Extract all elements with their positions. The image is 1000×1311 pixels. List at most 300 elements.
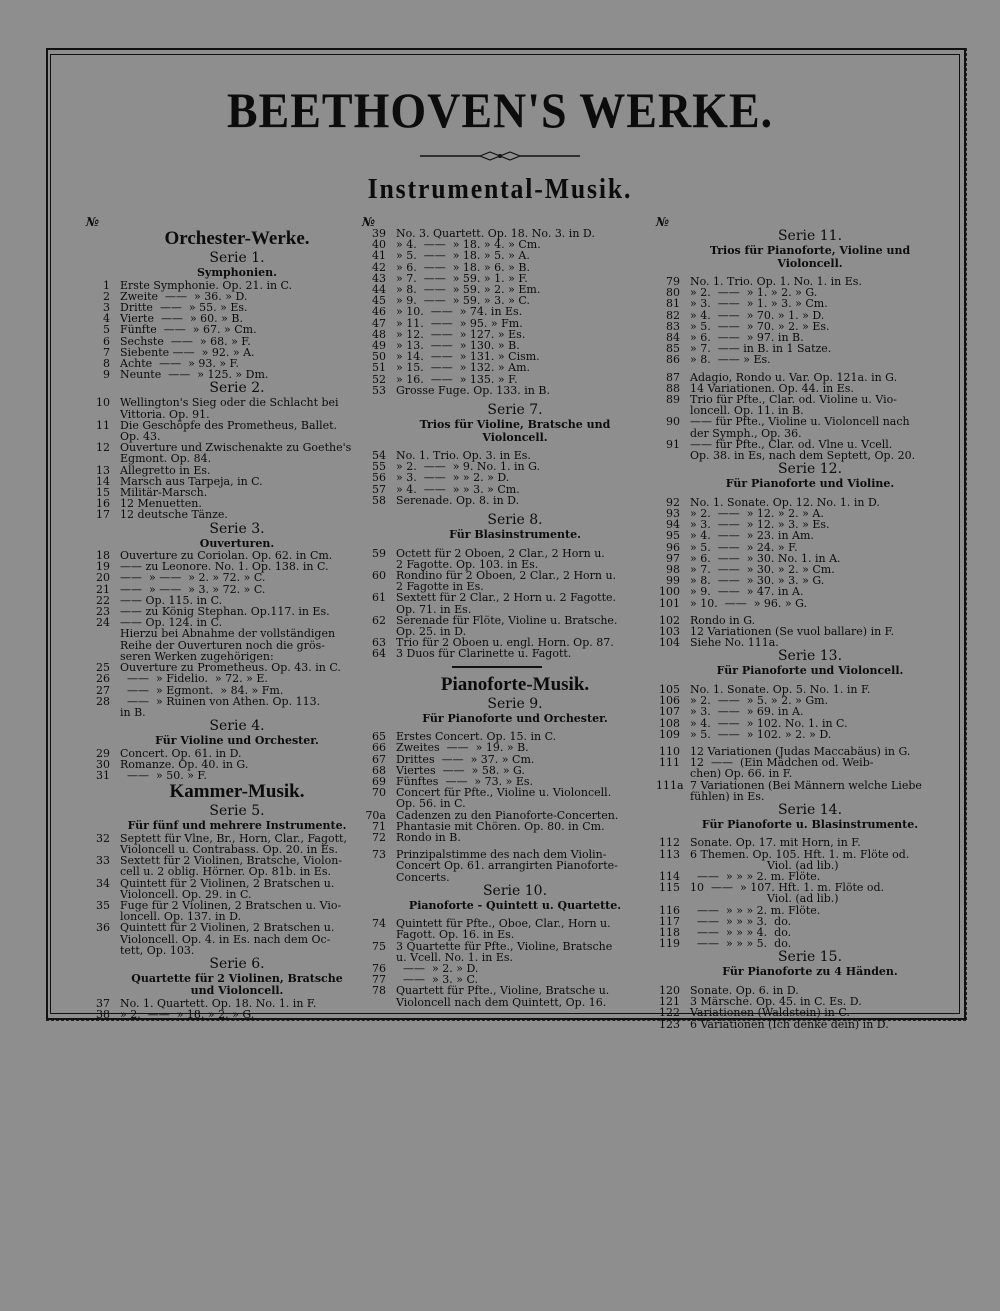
entry-text: » 6. —— » 30. No. 1. in A. — [690, 551, 841, 565]
group-heading: Orchester-Werke. — [164, 228, 310, 249]
catalog-entry — [362, 250, 638, 261]
catalog-entry — [362, 941, 638, 963]
catalog-entry — [86, 673, 358, 684]
serie-heading: Serie 5. — [209, 803, 265, 820]
entry-number: 59 — [372, 546, 386, 560]
entry-text: » 4. —— » 18. » 4. » Cm. — [396, 238, 541, 252]
group-heading: Pianoforte-Musik. — [440, 673, 590, 695]
catalog-entry — [362, 918, 638, 940]
catalog-entry — [362, 495, 638, 506]
entry-number: 99 — [666, 574, 680, 588]
entry-number: 49 — [372, 339, 386, 353]
catalog-entry — [86, 324, 358, 335]
entry-text: » 4. —— » 102. No. 1. in C. — [690, 716, 848, 730]
entry-number: 4 — [103, 312, 110, 326]
entry-text: Siehe No. 111a. — [690, 636, 779, 650]
column-3 — [656, 216, 934, 1030]
catalog-entry — [362, 592, 638, 614]
entry-text: Allegretto in Es. — [120, 463, 211, 477]
catalog-entry — [362, 742, 638, 753]
catalog-entry — [86, 369, 358, 380]
catalog-entry — [656, 757, 934, 779]
entry-text: » 13. —— » 130. » B. — [396, 339, 520, 353]
entry-number: 75 — [372, 939, 386, 953]
catalog-entry — [656, 780, 934, 802]
entry-number: 101 — [659, 596, 680, 610]
entry-number: 26 — [96, 672, 110, 686]
entry-text: » 4. —— » » 3. » Cm. — [396, 482, 520, 496]
entry-text: Trio für 2 Oboen u. engl. Horn. Op. 87. — [396, 636, 614, 650]
entry-text: Quartett für Pfte., Violine, Bratsche u. Violoncell nach dem Quintett, Op. 16. — [396, 984, 610, 1009]
entry-text: —— » 3. » C. — [396, 973, 478, 987]
entry-number: 55 — [372, 460, 386, 474]
serie-heading: Serie 2. — [209, 380, 265, 397]
entry-text: 6 Themen. Op. 105. Hft. 1. m. Flöte od. Viol. (ad lib.) — [690, 847, 910, 872]
entry-number: 35 — [96, 898, 110, 912]
entry-number: 31 — [96, 769, 110, 783]
entry-number: 12 — [96, 441, 110, 455]
entry-text: 7 Variationen (Bei Männern welche Liebe fühlen) in Es. — [690, 778, 922, 803]
entry-number: 39 — [372, 227, 386, 240]
catalog-entry — [362, 832, 638, 843]
entry-text: —— » 2. » D. — [396, 962, 479, 976]
entry-text: Ouverture zu Prometheus. Op. 43. in C. — [120, 661, 341, 675]
entry-number: 72 — [372, 830, 386, 844]
entry-number: 62 — [372, 613, 386, 627]
entry-number: 6 — [103, 334, 110, 348]
entry-number: 105 — [659, 682, 680, 696]
entry-number: 77 — [372, 973, 386, 987]
entry-text: » 7. —— » 59. » 1. » F. — [396, 271, 528, 285]
entry-text: » 5. —— » 70. » 2. » Es. — [690, 319, 830, 333]
entry-text: » 4. —— » 70. » 1. » D. — [690, 308, 825, 322]
section-divider — [452, 666, 542, 668]
serie-heading: Serie 8. — [487, 512, 543, 529]
entry-number: 106 — [659, 694, 680, 708]
entry-number: 118 — [659, 926, 680, 940]
entry-text: » 2. —— » 5. » 2. » Gm. — [690, 694, 829, 708]
entry-text: No. 1. Quartett. Op. 18. No. 1. in F. — [120, 996, 317, 1010]
catalog-entry — [86, 420, 358, 442]
entry-number: 63 — [372, 636, 386, 650]
entry-text: Sonate. Op. 17. mit Horn, in F. — [690, 836, 861, 850]
entry-number: 94 — [666, 518, 680, 532]
entry-number: 107 — [659, 705, 680, 719]
serie-subtitle: Für Pianoforte zu 4 Händen. — [722, 965, 898, 979]
entry-number: 54 — [372, 449, 386, 463]
serie-subtitle: Für Pianoforte und Orchester. — [422, 711, 608, 725]
entry-text: Fünftes —— » 73. » Es. — [396, 774, 534, 788]
entry-number: 56 — [372, 471, 386, 485]
entry-number: 23 — [96, 605, 110, 619]
number-header: № — [362, 215, 376, 229]
entry-number: 16 — [96, 497, 110, 511]
entry-text: » 10. —— » 74. in Es. — [396, 305, 523, 319]
entry-text: » 6. —— » 18. » 6. » B. — [396, 260, 530, 274]
catalog-entry — [86, 617, 358, 662]
entry-text: Quintett für 2 Violinen, 2 Bratschen u. Violoncell. Op. 29. in C. — [120, 876, 335, 901]
entry-number: 109 — [659, 727, 680, 741]
entry-text: » 2. —— » 9. No. 1. in G. — [396, 460, 540, 474]
entry-number: 116 — [659, 903, 680, 917]
entry-text: Octett für 2 Oboen, 2 Clar., 2 Horn u. 2 Fagotte. Op. 103. in Es. — [396, 546, 605, 571]
entry-number: 32 — [96, 831, 110, 845]
entry-number: 74 — [372, 917, 386, 931]
entry-number: 5 — [103, 323, 110, 337]
entry-text: Cadenzen zu den Pianoforte-Concerten. — [396, 808, 619, 822]
catalog-entry — [656, 586, 934, 597]
entry-number: 123 — [659, 1017, 680, 1031]
entry-text: » 4. —— » 23. in Am. — [690, 529, 814, 543]
entry-text: Fünfte —— » 67. » Cm. — [120, 323, 257, 337]
catalog-entry — [656, 298, 934, 309]
catalog-entry — [362, 306, 638, 317]
entry-number: 25 — [96, 661, 110, 675]
entry-text: » 8. —— » 30. » 3. » G. — [690, 574, 825, 588]
entry-text: » 2. —— » 12. » 2. » A. — [690, 506, 824, 520]
entry-text: 14 Variationen. Op. 44. in Es. — [690, 381, 854, 395]
catalog-entry — [86, 696, 358, 718]
entry-number: 51 — [372, 361, 386, 375]
entry-number: 64 — [372, 647, 386, 661]
catalog-entry — [86, 922, 358, 956]
entry-text: Rondino für 2 Oboen, 2 Clar., 2 Horn u. 2 Fagotte in Es. — [396, 568, 617, 594]
catalog-entry — [656, 938, 934, 949]
catalog-entry — [656, 439, 934, 461]
entry-text: —— zu Leonore. No. 1. Op. 138. in C. — [120, 560, 329, 574]
entry-text: Phantasie mit Chören. Op. 80. in Cm. — [396, 819, 605, 833]
entry-text: Fuge für 2 Violinen, 2 Bratschen u. Vio- loncell. Op. 137. in D. — [120, 898, 342, 924]
entry-text: 3 Quartette für Pfte., Violine, Bratsche u. Vcell. No. 1. in Es. — [396, 939, 613, 964]
serie-subtitle: Für fünf und mehrere Instrumente. — [127, 819, 347, 833]
catalog-entry — [362, 985, 638, 1007]
catalog-entry — [362, 472, 638, 483]
catalog-entry — [86, 1009, 358, 1020]
entry-text: » 8. —— » Es. — [690, 353, 771, 367]
catalog-entry — [362, 849, 638, 883]
entry-number: 70 — [372, 786, 386, 800]
entry-number: 41 — [372, 249, 386, 263]
entry-number: 42 — [372, 260, 386, 274]
column-1 — [86, 216, 358, 1020]
entry-number: 84 — [666, 331, 680, 345]
entry-number: 47 — [372, 316, 386, 330]
entry-text: » 9. —— » 59. » 3. » C. — [396, 294, 530, 308]
entry-text: Concert. Op. 61. in D. — [120, 746, 242, 760]
serie-heading: Serie 13. — [777, 648, 843, 665]
entry-number: 14 — [96, 474, 110, 488]
entry-text: No. 1. Sonate. Op. 12. No. 1. in D. — [690, 495, 880, 509]
entry-text: Quintett für Pfte., Oboe, Clar., Horn u. Fagott. Op. 16. in Es. — [396, 917, 611, 942]
entry-text: 3 Duos für Clarinette u. Fagott. — [396, 647, 572, 661]
entry-text: —— Op. 115. in C. — [120, 593, 223, 607]
entry-text: —— » » » 2. m. Flöte. — [690, 903, 821, 917]
entry-text: Achte —— » 93. » F. — [120, 356, 239, 370]
entry-text: 12 Variationen (Judas Maccabäus) in G. — [690, 744, 911, 758]
entry-number: 115 — [659, 881, 680, 895]
entry-text: Erste Symphonie. Op. 21. in C. — [120, 278, 293, 292]
entry-number: 69 — [372, 774, 386, 788]
entry-text: » 5. —— » 18. » 5. » A. — [396, 249, 530, 263]
catalog-entry — [86, 833, 358, 855]
catalog-entry — [362, 548, 638, 570]
entry-text: » 10. —— » 96. » G. — [690, 596, 808, 610]
entry-number: 100 — [659, 585, 680, 599]
entry-text: Wellington's Sieg oder die Schlacht bei Vittoria. Op. 91. — [120, 396, 339, 421]
entry-text: » 14. —— » 131. » Cism. — [396, 350, 540, 364]
entry-text: » 3. —— » 69. in A. — [690, 705, 804, 719]
entry-number: 58 — [372, 493, 386, 507]
entry-number: 19 — [96, 560, 110, 574]
entry-number: 36 — [96, 921, 110, 935]
entry-text: Siebente —— » 92. » A. — [120, 345, 255, 359]
serie-subtitle: Symphonien. — [196, 266, 277, 279]
entry-text: Serenade. Op. 8. in D. — [396, 493, 520, 507]
entry-number: 53 — [372, 383, 386, 397]
entry-text: Viertes —— » 58. » G. — [396, 763, 525, 777]
entry-number: 37 — [96, 996, 110, 1010]
entry-number: 104 — [659, 636, 680, 650]
catalog-entry — [362, 362, 638, 373]
serie-heading: Serie 10. — [482, 882, 548, 899]
entry-number: 2 — [103, 289, 110, 303]
entry-number: 78 — [372, 984, 386, 998]
entry-number: 119 — [659, 937, 680, 951]
entry-number: 34 — [96, 876, 110, 890]
entry-text: » 7. —— in B. in 1 Satze. — [690, 342, 832, 356]
entry-number: 96 — [666, 540, 680, 554]
entry-number: 43 — [372, 271, 386, 285]
entry-number: 95 — [666, 529, 680, 543]
entry-text: » 5. —— » 24. » F. — [690, 540, 798, 554]
entry-text: Septett für Vlne, Br., Horn, Clar., Fagott, Violoncell u. Contrabass. Op. 20. in Es. — [120, 831, 347, 856]
entry-text: 12 Variationen (Se vuol ballare) in F. — [690, 624, 895, 638]
catalog-entry — [656, 598, 934, 609]
catalog-entry — [86, 442, 358, 464]
entry-number: 8 — [103, 356, 110, 370]
serie-heading: Serie 14. — [777, 801, 843, 818]
entry-number: 52 — [372, 372, 386, 386]
entry-text: » 3. —— » 12. » 3. » Es. — [690, 518, 830, 532]
entry-number: 117 — [659, 914, 680, 928]
serie-heading: Serie 4. — [209, 718, 265, 735]
entry-number: 15 — [96, 485, 110, 499]
entry-number: 30 — [96, 757, 110, 771]
catalog-entry — [362, 615, 638, 637]
catalog-entry — [86, 900, 358, 922]
serie-subtitle: Trios für Violine, Bratsche und Violoncell. — [419, 418, 611, 444]
entry-text: Die Geschöpfe des Prometheus, Ballet. Op. 43. — [120, 418, 338, 443]
entry-text: Zweites —— » 19. » B. — [396, 741, 529, 755]
entry-number: 33 — [96, 854, 110, 868]
entry-number: 18 — [96, 549, 110, 563]
entry-number: 91 — [666, 437, 680, 451]
entry-text: Drittes —— » 37. » Cm. — [396, 752, 535, 766]
entry-text: Rondo in B. — [396, 830, 461, 844]
entry-text: 3 Märsche. Op. 45. in C. Es. D. — [690, 995, 862, 1009]
entry-number: 98 — [666, 562, 680, 576]
catalog-entry — [86, 572, 358, 583]
entry-text: » 3. —— » » 2. » D. — [396, 471, 510, 485]
serie-subtitle: Pianoforte - Quintett u. Quartette. — [408, 898, 622, 912]
entry-number: 66 — [372, 741, 386, 755]
entry-number: 7 — [103, 345, 110, 359]
entry-number: 113 — [659, 847, 680, 861]
entry-text: 10 —— » 107. Hft. 1. m. Flöte od. Viol. (ad lib.) — [690, 881, 885, 906]
entry-number: 28 — [96, 694, 110, 708]
serie-subtitle: Für Pianoforte und Violine. — [725, 477, 895, 491]
entry-number: 108 — [659, 716, 680, 730]
entry-number: 102 — [659, 613, 680, 627]
entry-text: Militär-Marsch. — [120, 485, 208, 499]
entry-number: 40 — [372, 238, 386, 252]
entry-number: 88 — [666, 381, 680, 395]
catalog-entry — [656, 394, 934, 416]
entry-text: » 12. —— » 127. » Es. — [396, 327, 526, 341]
entry-text: Dritte —— » 55. » Es. — [120, 300, 248, 314]
entry-number: 24 — [96, 616, 110, 630]
entry-text: —— » —— » 2. » 72. » C. — [120, 571, 266, 585]
entry-number: 89 — [666, 393, 680, 407]
catalog-entry — [86, 397, 358, 419]
catalog-entry — [86, 878, 358, 900]
serie-heading: Serie 3. — [209, 520, 265, 537]
entry-text: —— für Pfte., Violine u. Violoncell nach der Symph., Op. 36. — [690, 415, 910, 440]
entry-text: —— » Egmont. » 84. » Fm. — [120, 683, 284, 697]
catalog-entry — [656, 729, 934, 740]
serie-subtitle: Trios für Pianoforte, Violine und Violoncell. — [709, 244, 911, 270]
group-heading: Kammer-Musik. — [169, 781, 305, 803]
serie-heading: Serie 7. — [487, 402, 543, 419]
entry-text: Variationen (Waldstein) in C. — [690, 1006, 850, 1020]
entry-text: —— für Pfte., Clar. od. Vlne u. Vcell. Op. 38. in Es, nach dem Septett, Op. 20. — [690, 437, 916, 463]
entry-text: » 16. —— » 135. » F. — [396, 372, 518, 386]
entry-number: 83 — [666, 319, 680, 333]
entry-text: Grosse Fuge. Op. 133. in B. — [396, 383, 550, 397]
entry-number: 87 — [666, 370, 680, 384]
entry-text: —— » Fidelio. » 72. » E. — [120, 672, 268, 686]
entry-text: No. 1. Trio. Op. 3. in Es. — [396, 449, 531, 463]
serie-subtitle: Ouverturen. — [199, 536, 275, 550]
entry-text: Neunte —— » 125. » Dm. — [120, 368, 269, 382]
entry-number: 70a — [365, 808, 386, 822]
entry-number: 68 — [372, 763, 386, 777]
catalog-entry — [656, 882, 934, 904]
entry-text: —— » » » 5. do. — [690, 937, 792, 951]
entry-text: » 7. —— » 30. » 2. » Cm. — [690, 562, 835, 576]
entry-number: 60 — [372, 568, 386, 582]
entry-text: 12 —— (Ein Mädchen od. Weib- chen) Op. 66. in F. — [690, 756, 874, 781]
entry-number: 57 — [372, 482, 386, 496]
entry-number: 9 — [103, 368, 110, 382]
catalog-entry — [86, 509, 358, 520]
entry-text: —— » » » 4. do. — [690, 926, 792, 940]
entry-text: Concert für Pfte., Violine u. Violoncell. Op. 56. in C. — [396, 786, 612, 811]
entry-number: 65 — [372, 730, 386, 744]
catalog-entry — [656, 706, 934, 717]
entry-text: 12 Menuetten. — [120, 497, 202, 511]
entry-number: 81 — [666, 297, 680, 311]
entry-text: Trio für Pfte., Clar. od. Violine u. Vio- loncell. Op. 11. in B. — [690, 393, 897, 418]
entry-text: —— » 50. » F. — [120, 769, 207, 783]
entry-number: 46 — [372, 305, 386, 319]
serie-subtitle: Für Violine und Orchester. — [155, 734, 319, 748]
entry-number: 121 — [659, 995, 680, 1009]
catalog-entry — [656, 530, 934, 541]
entry-text: Rondo in G. — [690, 613, 756, 627]
entry-number: 111 — [659, 756, 680, 770]
entry-number: 20 — [96, 571, 110, 585]
entry-text: » 9. —— » 47. in A. — [690, 585, 804, 599]
entry-text: No. 1. Trio. Op. 1. No. 1. in Es. — [690, 275, 862, 288]
entry-number: 13 — [96, 463, 110, 477]
entry-number: 17 — [96, 508, 110, 522]
entry-number: 76 — [372, 962, 386, 976]
entry-text: Erstes Concert. Op. 15. in C. — [396, 730, 557, 744]
entry-number: 93 — [666, 506, 680, 520]
entry-text: Sextett für 2 Clar., 2 Horn u. 2 Fagotte. Op. 71. in Es. — [396, 591, 617, 616]
catalog-entry — [656, 1019, 934, 1030]
entry-number: 11 — [96, 418, 110, 432]
entry-text: Serenade für Flöte, Violine u. Bratsche. Op. 25. in D. — [396, 613, 618, 638]
entry-number: 103 — [659, 624, 680, 638]
catalog-entry — [656, 354, 934, 365]
entry-number: 10 — [96, 396, 110, 410]
entry-text: —— » Ruinen von Athen. Op. 113. in B. — [120, 694, 321, 719]
entry-number: 92 — [666, 495, 680, 509]
serie-heading: Serie 15. — [777, 949, 843, 966]
entry-text: Quintett für 2 Violinen, 2 Bratschen u. Violoncell. Op. 4. in Es. nach dem Oc- tett, Op. 103. — [120, 921, 335, 957]
entry-text: Ouverture und Zwischenakte zu Goethe's Egmont. Op. 84. — [120, 441, 352, 466]
entry-number: 50 — [372, 350, 386, 364]
entry-text: —— Op. 124. in C. Hierzu bei Abnahme der vollständigen Reihe der Ouverturen noch die grös- seren Werken zugehörigen: — [120, 616, 336, 663]
serie-heading: Serie 6. — [209, 955, 265, 972]
entry-text: 6 Variationen (Ich denke dein) in D. — [690, 1017, 889, 1031]
column-2 — [362, 216, 638, 1008]
entry-number: 44 — [372, 283, 386, 297]
entry-number: 85 — [666, 342, 680, 356]
entry-number: 82 — [666, 308, 680, 322]
entry-text: » 15. —— » 132. » Am. — [396, 361, 531, 375]
page-title: BEETHOVEN'S WERKE. — [226, 82, 774, 139]
ornament-divider — [420, 150, 580, 162]
entry-text: Zweite —— » 36. » D. — [120, 289, 248, 303]
entry-number: 86 — [666, 353, 680, 367]
entry-number: 114 — [659, 870, 680, 884]
section-heading: Instrumental-Musik. — [367, 174, 633, 205]
entry-text: Marsch aus Tarpeja, in C. — [120, 474, 263, 488]
serie-subtitle: Für Blasinstrumente. — [449, 528, 581, 542]
catalog-entry — [86, 855, 358, 877]
serie-subtitle: Für Pianoforte u. Blasinstrumente. — [701, 817, 919, 831]
serie-heading: Serie 11. — [777, 228, 843, 244]
entry-text: » 5. —— » 102. » 2. » D. — [690, 727, 832, 741]
catalog-entry — [362, 385, 638, 396]
entry-text: Sechste —— » 68. » F. — [120, 334, 251, 348]
entry-number: 3 — [103, 300, 110, 314]
entry-number: 122 — [659, 1006, 680, 1020]
serie-subtitle: Quartette für 2 Violinen, Bratsche und Violoncell. — [131, 971, 343, 998]
entry-number: 1 — [103, 278, 110, 292]
catalog-entry — [86, 770, 358, 781]
entry-text: » 2. —— » 18. » 2. » G. — [120, 1008, 255, 1022]
number-header: № — [86, 215, 100, 229]
entry-number: 110 — [659, 744, 680, 758]
catalog-entry — [362, 570, 638, 592]
entry-text: Romanze. Op. 40. in G. — [120, 757, 249, 771]
entry-number: 112 — [659, 836, 680, 850]
catalog-entry — [656, 849, 934, 871]
